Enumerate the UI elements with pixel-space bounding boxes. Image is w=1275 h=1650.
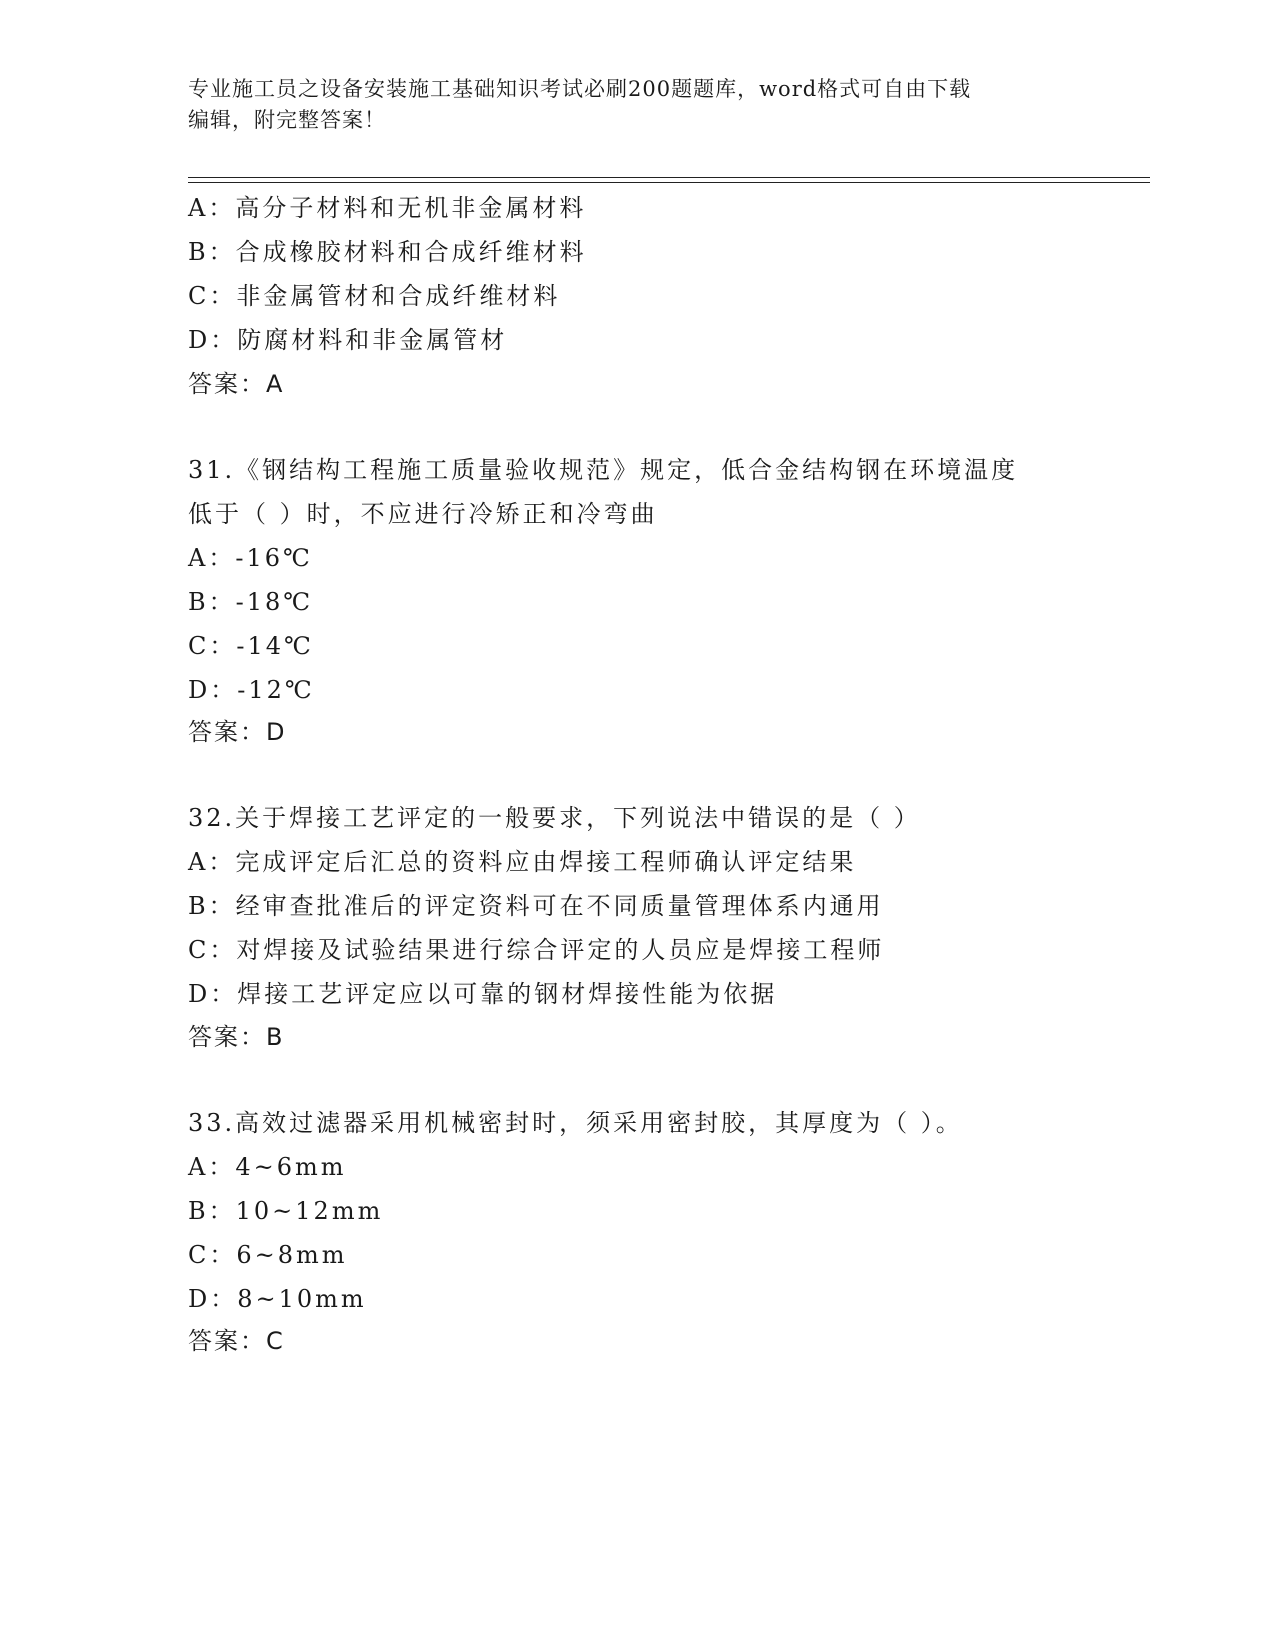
q32-stem: 32.关于焊接工艺评定的一般要求，下列说法中错误的是（ ）	[188, 804, 921, 832]
q31-option-c: C：-14℃	[188, 632, 314, 660]
q30-option-a: A：高分子材料和无机非金属材料	[188, 194, 587, 222]
q32-option-d: D：焊接工艺评定应以可靠的钢材焊接性能为依据	[188, 980, 778, 1008]
q32-option-b: B：经审查批准后的评定资料可在不同质量管理体系内通用	[188, 892, 884, 920]
header-divider-bottom	[188, 182, 1150, 183]
document-header	[188, 74, 1078, 136]
q31-option-a: A：-16℃	[188, 544, 313, 572]
q32-option-a: A：完成评定后汇总的资料应由焊接工程师确认评定结果	[188, 848, 857, 876]
q33-option-c: C：6~8mm	[188, 1241, 348, 1269]
q31-option-b: B：-18℃	[188, 588, 314, 616]
q30-option-c: C：非金属管材和合成纤维材料	[188, 282, 561, 310]
q33-option-a: A：4~6mm	[188, 1153, 347, 1181]
header-line-2: 编辑，附完整答案！	[188, 108, 386, 132]
header-divider-top	[188, 177, 1150, 178]
q30-answer: 答案：A	[188, 370, 285, 398]
q30-option-d: D：防腐材料和非金属管材	[188, 326, 508, 354]
q31-stem-line-1: 31.《钢结构工程施工质量验收规范》规定，低合金结构钢在环境温度	[188, 456, 1019, 484]
q33-option-b: B：10~12mm	[188, 1197, 384, 1225]
q31-stem-line-2: 低于（ ）时，不应进行冷矫正和冷弯曲	[188, 500, 658, 528]
q32-answer: 答案：B	[188, 1023, 285, 1051]
q31-answer: 答案：D	[188, 718, 287, 746]
q33-option-d: D：8~10mm	[188, 1285, 367, 1313]
q30-option-b: B：合成橡胶材料和合成纤维材料	[188, 238, 587, 266]
header-line-1: 专业施工员之设备安装施工基础知识考试必刷200题题库，word格式可自由下载	[188, 77, 972, 101]
q33-answer: 答案：C	[188, 1327, 285, 1355]
q32-option-c: C：对焊接及试验结果进行综合评定的人员应是焊接工程师	[188, 936, 885, 964]
q31-option-d: D：-12℃	[188, 676, 315, 704]
q33-stem: 33.高效过滤器采用机械密封时，须采用密封胶，其厚度为（ ）。	[188, 1109, 963, 1137]
